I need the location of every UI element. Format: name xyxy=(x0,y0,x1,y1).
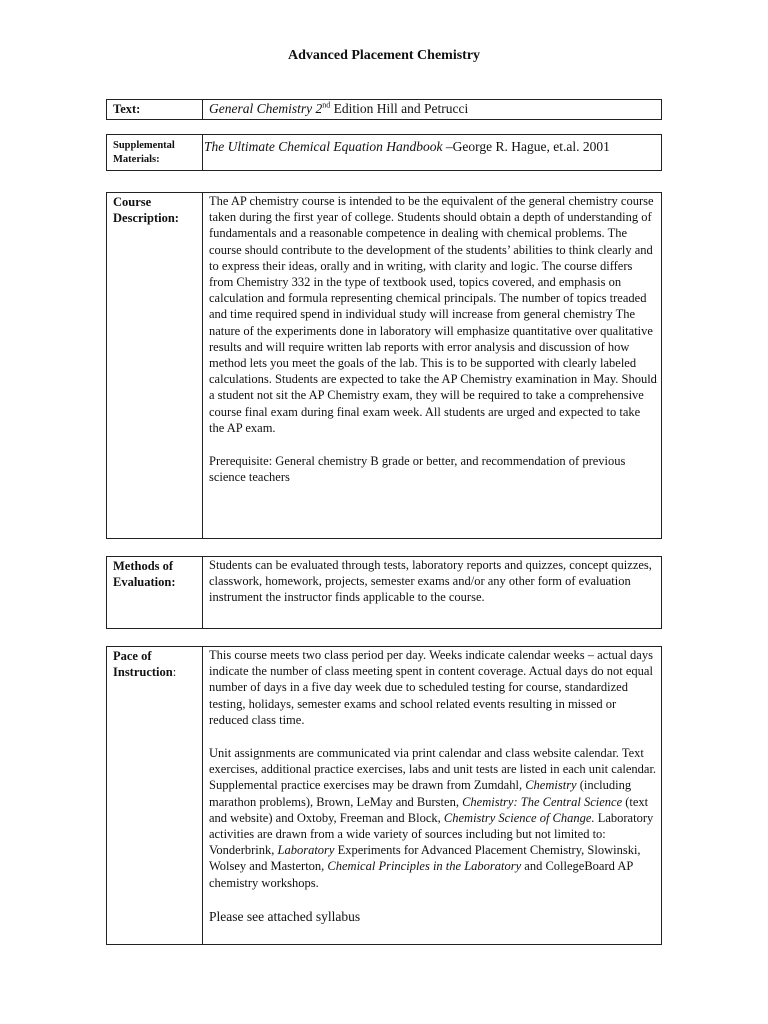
edition-superscript: nd xyxy=(322,100,331,110)
course-description-text xyxy=(203,193,662,539)
methods-label-line2: Evaluation: xyxy=(113,575,176,590)
course-description-paragraph: The AP chemistry course is intended to be the equivalent of the general chemistry course taken during the first year of college. Students should obtain a depth of understanding of fundamentals and a reasonable competence in dealing with chemical problems. The course should contribute to the development of the students’ abilities to think clearly and to express their ideas, orally and in writing, with clarity and logic. The course differs from Chemistry 332 in the type of textbook used, topics covered, and emphasis on calculation and formula representing chemical principals. The number of topics treaded and time required spend in individual study will increase from general chemistry The nature of the experiments done in laboratory will emphasize quantitative over qualitative results and will require written lab reports with error analysis and discussion of how method lets you meet the goals of the lab. This is to be supported with clearly labeled calculations. Students are expected to take the AP Chemistry examination in May. Should a student not sit the AP Chemistry exam, they will be required to take a comprehensive course final exam during final exam week. All students are urged and expected to take the AP exam. xyxy=(209,194,657,435)
pace-table xyxy=(106,646,662,945)
oxtoby-book-title: Chemistry Science of Change. xyxy=(443,810,595,825)
pace-label-line1: Pace of xyxy=(113,649,152,663)
textbook-edition-authors: Edition Hill and Petrucci xyxy=(330,101,469,116)
page-title: Advanced Placement Chemistry xyxy=(287,48,481,63)
p2-segment-c: (including marathon problems), Brown, LeMay and Bursten, xyxy=(209,778,632,809)
course-label-line2: Description: xyxy=(113,211,179,226)
pace-text xyxy=(203,647,662,945)
p2-segment-k: and CollegeBoard AP chemistry workshops. xyxy=(209,859,633,890)
methods-label-line1: Methods of xyxy=(113,559,174,573)
p2-segment-g: Laboratory activities are drawn from a wide variety of sources including but not limited to: Vonderbrink, xyxy=(209,810,654,858)
zumdahl-book-title: Chemistry xyxy=(525,778,577,793)
prerequisite-text: Prerequisite: General chemistry B grade or better, and recommendation of previous science teachers xyxy=(209,454,626,485)
pace-paragraph-2 xyxy=(209,745,657,891)
p2-segment-e: (text and website) and Oxtoby, Freeman and Block, xyxy=(209,794,649,825)
supplemental-book-title: The Ultimate Chemical Equation Handbook xyxy=(204,139,443,154)
brown-book-title: Chemistry: The Central Science xyxy=(462,794,623,809)
methods-label xyxy=(107,557,203,629)
pace-label-line2: Instruction xyxy=(113,665,173,680)
supplemental-value xyxy=(203,135,662,171)
laboratory-word: Laboratory xyxy=(277,843,335,858)
p2-segment-a: Unit assignments are communicated via print calendar and class website calendar. Text exercises, additional practice exercises, labs and unit tests are listed in each unit calendar. Supplemental practice exercises may be drawn from Zumdahl, xyxy=(209,746,657,793)
supplemental-authors: –George R. Hague, et.al. 2001 xyxy=(442,139,610,154)
methods-text: Students can be evaluated through tests, laboratory reports and quizzes, concept quizzes, classwork, homework, projects, semester exams and/or any other form of evaluation instrument the instructor finds applicable to the course. xyxy=(203,557,662,629)
methods-table xyxy=(106,556,662,629)
pace-label xyxy=(107,647,203,945)
supplemental-label-line2: Materials: xyxy=(113,154,160,165)
text-value xyxy=(203,100,662,120)
course-label-line1: Course xyxy=(113,195,152,209)
course-description-label xyxy=(107,193,203,539)
course-description-table xyxy=(106,192,662,539)
text-label: Text: xyxy=(107,100,203,120)
p2-segment-i: Experiments for Advanced Placement Chemistry, Slowinski, Wolsey and Masterton, xyxy=(209,843,641,874)
text-table xyxy=(106,99,662,120)
supplemental-table xyxy=(106,134,662,171)
pace-label-colon: : xyxy=(172,665,177,680)
supplemental-label-line1: Supplemental xyxy=(113,140,175,151)
syllabus-note: Please see attached syllabus xyxy=(209,908,361,924)
slowinski-book-title: Chemical Principles in the Laboratory xyxy=(327,859,522,874)
textbook-title: General Chemistry 2 xyxy=(209,101,323,116)
pace-paragraph-1: This course meets two class period per day. Weeks indicate calendar weeks – actual days indicate the number of class meeting spent in content coverage. Actual days do not equal number of days in a five day week due to scheduled testing for course, standardized testing, holidays, semester exams and school related events resulting in missed or reduced class time. xyxy=(209,648,653,727)
supplemental-label xyxy=(107,135,203,171)
